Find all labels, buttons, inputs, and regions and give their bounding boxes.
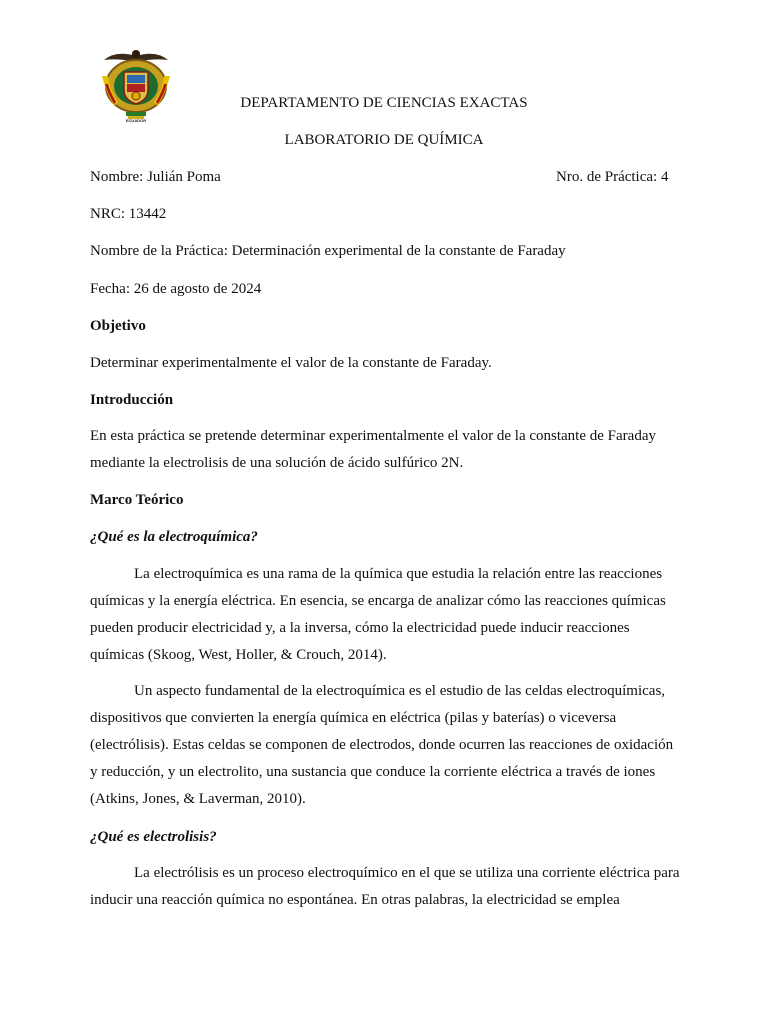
introduction-text: En esta práctica se pretende determinar experimentalmente el valor de la constante de Faraday mediante la electrolisis de una solución de ácido sulfúrico 2N. xyxy=(90,428,656,471)
objective-heading: Objetivo xyxy=(90,318,146,334)
paragraph-electrochemistry xyxy=(90,561,680,669)
objective-text: Determinar experimentalmente el valor de la constante de Faraday. xyxy=(90,355,492,371)
theory-heading: Marco Teórico xyxy=(90,492,184,508)
student-name: Nombre: Julián Poma xyxy=(90,169,221,185)
practice-date: Fecha: 26 de agosto de 2024 xyxy=(90,281,262,297)
introduction-heading: Introducción xyxy=(90,392,174,408)
practice-number: Nro. de Práctica: 4 xyxy=(556,169,669,185)
logo-caption: ECUADOR xyxy=(125,118,147,123)
question-electrolysis: ¿Qué es electrolisis? xyxy=(90,829,217,845)
paragraph-electrolysis xyxy=(90,860,680,914)
coat-of-arms-icon xyxy=(96,46,176,128)
question-electrochemistry: ¿Qué es la electroquímica? xyxy=(90,529,258,545)
paragraph-text: La electroquímica es una rama de la química que estudia la relación entre las reacciones químicas y la energía eléctrica. En esencia, se encarga de analizar cómo las reacciones químicas pueden producir electricidad y, a la inversa, cómo la electricidad puede inducir reacciones químicas (Skoog, West, Holler, & Crouch, 2014). xyxy=(90,566,666,663)
department-title: DEPARTAMENTO DE CIENCIAS EXACTAS xyxy=(240,95,528,111)
paragraph-text: Un aspecto fundamental de la electroquímica es el estudio de las celdas electroquímicas, dispositivos que convierten la energía química en eléctrica (pilas y baterías) o viceversa (electrólisis). Estas celdas se componen de electrodos, donde ocurren las reacciones de oxidación y reducción, y un electrolito, una sustancia que conduce la corriente eléctrica a través de iones (Atkins, Jones, & Laverman, 2010). xyxy=(90,683,674,807)
paragraph-text: La electrólisis es un proceso electroquímico en el que se utiliza una corriente eléctrica para inducir una reacción química no espontánea. En otras palabras, la electricidad se emplea xyxy=(90,865,680,908)
coat-of-arms-logo xyxy=(96,46,176,128)
nrc-field: NRC: 13442 xyxy=(90,206,167,222)
lab-title: LABORATORIO DE QUÍMICA xyxy=(284,132,484,148)
practice-name: Nombre de la Práctica: Determinación experimental de la constante de Faraday xyxy=(90,243,566,259)
paragraph-cells xyxy=(90,678,680,813)
